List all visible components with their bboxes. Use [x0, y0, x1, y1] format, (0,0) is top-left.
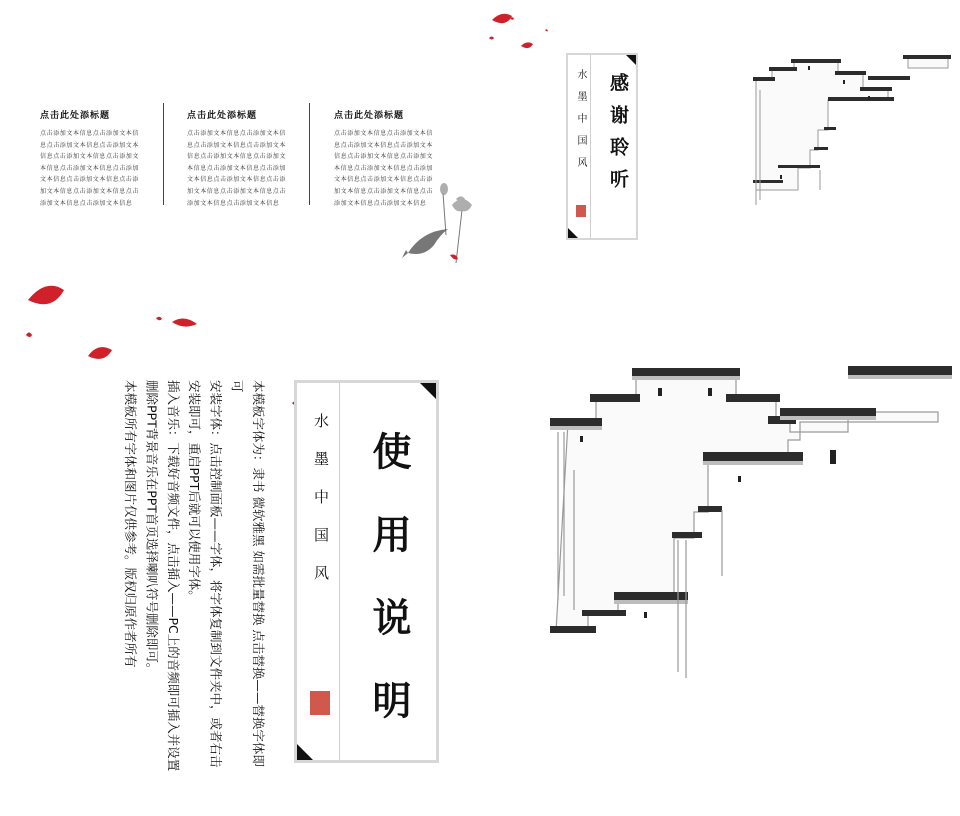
usage-subtitle[interactable]: 水墨中国风: [312, 413, 330, 603]
column-title[interactable]: 点击此处添标题: [334, 111, 405, 121]
column-body[interactable]: 点击添加文本信息点击添加文本信息点击添加文本信息点击添加文本信息点击添加文本信息点击添加文本信息点击添加文本信息点击添加文本信息点击添加文本信息点击添加文本信息点击添加文本信息点击添加文本信息点击添加文本信息: [40, 130, 140, 207]
thanks-divider: [590, 55, 592, 238]
instruction-line[interactable]: 安装字体：点击控制面板——字体，将字体复制到文件夹中，或者右击安装即可，重启PPT后就可以使用字体。: [187, 380, 224, 768]
column-body[interactable]: 点击添加文本信息点击添加文本信息点击添加文本信息点击添加文本信息点击添加文本信息点击添加文本信息点击添加文本信息点击添加文本信息点击添加文本信息点击添加文本信息点击添加文本信息点击添加文本信息点击添加文本信息: [187, 130, 287, 207]
usage-card: [294, 380, 439, 763]
instruction-line[interactable]: 本模板字体为：隶书 微软雅黑 如需批量替换 点击替换——替换字体即可: [229, 380, 266, 767]
lotus-fish-painting: [400, 175, 490, 270]
usage-title[interactable]: 使用说明: [366, 431, 412, 763]
thanks-title[interactable]: 感谢聆听: [607, 73, 629, 201]
stepped-wall-large: [548, 360, 952, 680]
corner-ornament: [626, 55, 636, 65]
column-body[interactable]: 点击添加文本信息点击添加文本信息点击添加文本信息点击添加文本信息点击添加文本信息点击添加文本信息点击添加文本信息点击添加文本信息点击添加文本信息点击添加文本信息点击添加文本信息点击添加文本信息点击添加文本信息: [334, 130, 434, 207]
usage-divider: [339, 383, 341, 760]
seal-stamp-icon: [576, 205, 586, 217]
instruction-line[interactable]: 删除PPT背景音乐在PPT首页选择喇叭符号删除即可。: [144, 380, 160, 676]
instruction-line[interactable]: 插入音乐：下载好音频文件，点击插入——PC上的音频即可插入并设置: [165, 380, 181, 772]
seal-stamp-icon: [310, 691, 330, 715]
lotus-stem: [443, 193, 446, 235]
fish-icon: [402, 229, 458, 260]
thanks-subtitle[interactable]: 水墨中国风: [575, 69, 586, 179]
lotus-icon: [440, 183, 472, 211]
stepped-wall-small: [748, 50, 954, 210]
thanks-card: [566, 53, 638, 240]
corner-ornament: [420, 383, 436, 399]
lotus-stem: [456, 210, 462, 263]
column-title[interactable]: 点击此处添标题: [40, 111, 111, 121]
column-title[interactable]: 点击此处添标题: [187, 111, 258, 121]
corner-ornament: [568, 228, 578, 238]
instruction-line[interactable]: 本模板所有字体和图片仅供参考。版权归原作者所有: [123, 380, 139, 668]
usage-instructions: [119, 380, 269, 772]
corner-ornament: [297, 744, 313, 760]
